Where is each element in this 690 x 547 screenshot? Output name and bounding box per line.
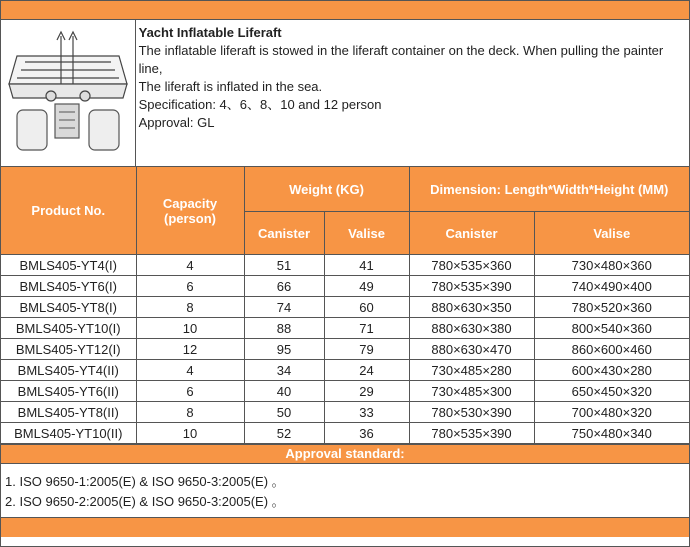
cell-product: BMLS405-YT4(I) [1,255,136,276]
cell-capacity: 8 [136,297,244,318]
cell-d-valise: 600×430×280 [534,360,689,381]
intro-text [136,20,689,166]
cell-w-canister: 88 [244,318,324,339]
cell-w-valise: 24 [324,360,409,381]
bottom-band [1,518,689,537]
header-product: Product No. [1,167,136,255]
cell-w-canister: 34 [244,360,324,381]
table-row [1,381,689,402]
table-row [1,276,689,297]
header-dimension: Dimension: Length*Width*Height (MM) [409,167,689,212]
cell-w-valise: 41 [324,255,409,276]
cell-d-canister: 730×485×280 [409,360,534,381]
cell-w-valise: 36 [324,423,409,444]
approval-heading: Approval standard: [1,444,689,464]
cell-capacity: 10 [136,423,244,444]
top-band [1,1,689,20]
intro-line: The inflatable liferaft is stowed in the liferaft container on the deck. When pulling the painter line, [138,43,664,76]
cell-w-valise: 71 [324,318,409,339]
table-row [1,402,689,423]
cell-w-valise: 49 [324,276,409,297]
cell-product: BMLS405-YT10(I) [1,318,136,339]
table-row [1,255,689,276]
cell-d-valise: 740×490×400 [534,276,689,297]
cell-d-canister: 780×535×390 [409,423,534,444]
cell-d-canister: 780×530×390 [409,402,534,423]
cell-w-canister: 51 [244,255,324,276]
cell-d-canister: 780×535×390 [409,276,534,297]
cell-d-valise: 860×600×460 [534,339,689,360]
cell-capacity: 6 [136,381,244,402]
cell-product: BMLS405-YT6(I) [1,276,136,297]
liferaft-illustration-icon [5,26,131,158]
cell-d-canister: 880×630×350 [409,297,534,318]
cell-product: BMLS405-YT4(II) [1,360,136,381]
cell-product: BMLS405-YT8(I) [1,297,136,318]
intro-line: Specification: 4、6、8、10 and 12 person [138,97,382,112]
cell-d-canister: 780×535×360 [409,255,534,276]
cell-capacity: 4 [136,255,244,276]
cell-w-canister: 74 [244,297,324,318]
cell-d-valise: 780×520×360 [534,297,689,318]
cell-capacity: 8 [136,402,244,423]
cell-capacity: 12 [136,339,244,360]
cell-d-valise: 750×480×340 [534,423,689,444]
intro-line: Approval: GL [138,115,215,130]
approval-item: 1. ISO 9650-1:2005(E) & ISO 9650-3:2005(E) 。 [5,474,285,489]
intro-section [1,20,689,167]
cell-w-valise: 29 [324,381,409,402]
cell-w-canister: 95 [244,339,324,360]
cell-w-canister: 50 [244,402,324,423]
cell-product: BMLS405-YT6(II) [1,381,136,402]
approval-item: 2. ISO 9650-2:2005(E) & ISO 9650-3:2005(E) 。 [5,494,285,509]
product-title: Yacht Inflatable Liferaft [138,25,282,40]
cell-d-canister: 730×485×300 [409,381,534,402]
cell-w-valise: 33 [324,402,409,423]
cell-w-canister: 66 [244,276,324,297]
cell-capacity: 6 [136,276,244,297]
table-row [1,360,689,381]
liferaft-illustration [1,20,136,166]
header-capacity: Capacity (person) [136,167,244,255]
cell-w-valise: 79 [324,339,409,360]
intro-line: The liferaft is inflated in the sea. [138,79,323,94]
cell-product: BMLS405-YT8(II) [1,402,136,423]
cell-product: BMLS405-YT12(I) [1,339,136,360]
cell-d-valise: 700×480×320 [534,402,689,423]
spec-rows [1,255,689,444]
cell-w-canister: 40 [244,381,324,402]
table-row [1,339,689,360]
table-row [1,423,689,444]
cell-d-valise: 730×480×360 [534,255,689,276]
cell-d-valise: 650×450×320 [534,381,689,402]
cell-d-valise: 800×540×360 [534,318,689,339]
cell-product: BMLS405-YT10(II) [1,423,136,444]
table-row [1,318,689,339]
header-weight-canister: Canister [244,212,324,255]
header-dim-canister: Canister [409,212,534,255]
cell-capacity: 4 [136,360,244,381]
header-weight: Weight (KG) [244,167,409,212]
header-weight-valise: Valise [324,212,409,255]
approval-list [1,464,689,518]
cell-d-canister: 880×630×470 [409,339,534,360]
cell-d-canister: 880×630×380 [409,318,534,339]
header-dim-valise: Valise [534,212,689,255]
cell-capacity: 10 [136,318,244,339]
table-row [1,297,689,318]
cell-w-valise: 60 [324,297,409,318]
cell-w-canister: 52 [244,423,324,444]
spec-table [1,167,689,444]
